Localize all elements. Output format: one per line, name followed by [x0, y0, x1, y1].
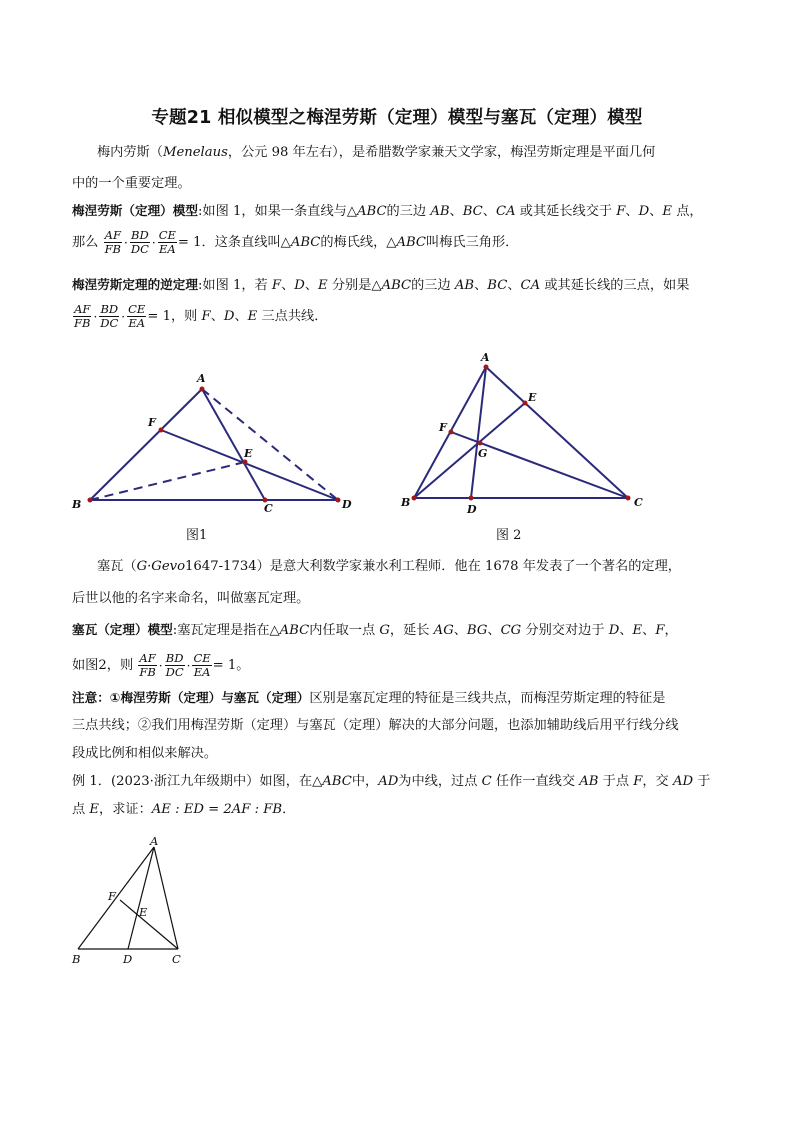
fraction-af-fb: $\frac{AF}{FB}$	[104, 228, 122, 256]
fraction-ce-ea: $\frac{CE}{EA}$	[128, 302, 146, 330]
fraction-bd-dc: $\frac{BD}{DC}$	[165, 651, 184, 679]
example-1-line-2: 点 E，求证：AE : ED = 2AF : FB．	[72, 802, 296, 817]
fig2-label-c: C	[634, 496, 643, 509]
menelaus-line-1: 梅涅劳斯（定理）模型:如图 1，如果一条直线与△ABC的三边 AB、BC、CA 或其延长线交于 F、D、E 点，	[72, 203, 703, 219]
intro-line-2: 中的一个重要定理。	[72, 176, 191, 191]
ceva-intro-line-2: 后世以他的名字来命名，叫做塞瓦定理。	[72, 591, 310, 606]
ceva-line-2: 如图2，则 $\frac{AF}{FB}$ · $\frac{BD}{DC}$ · $\frac{CE}{EA}$ = 1。	[72, 651, 250, 679]
fig2-label-b: B	[401, 496, 411, 509]
page-title: 专题21 相似模型之梅涅劳斯（定理）模型与塞瓦（定理）模型	[151, 108, 643, 128]
proof-formula: AE : ED = 2AF : FB	[151, 802, 283, 817]
fig2-label-d: D	[467, 503, 477, 516]
inverse-line-2: $\frac{AF}{FB}$ · $\frac{BD}{DC}$ · $\frac{CE}{EA}$ = 1，则 F、D、E 三点共线．	[74, 302, 328, 330]
fig1-label-b: B	[72, 498, 82, 511]
fig3-label-e: E	[139, 905, 148, 919]
fraction-af-fb: $\frac{AF}{FB}$	[74, 302, 91, 330]
fig3-label-b: B	[72, 952, 81, 966]
figure-2-ceva	[395, 345, 655, 520]
inverse-label: 梅涅劳斯定理的逆定理	[72, 277, 198, 292]
note-line-3: 段成比例和相似来解决。	[72, 746, 218, 761]
ceva-label: 塞瓦（定理）模型	[72, 622, 173, 637]
fraction-bd-dc: $\frac{BD}{DC}$	[130, 228, 149, 256]
fig3-label-d: D	[123, 952, 133, 966]
figure-1-menelaus	[60, 360, 370, 520]
fraction-ce-ea: $\frac{CE}{EA}$	[193, 651, 211, 679]
fig3-label-f: F	[108, 889, 116, 903]
ceva-line-1: 塞瓦（定理）模型:塞瓦定理是指在△ABC内任取一点 G，延长 AG、BG、CG 分别交对边于 D、E、F，	[72, 622, 678, 638]
figure-1-caption: 图1	[186, 528, 208, 543]
note-label: 注意	[72, 690, 98, 705]
note-line-1: 注意：①梅涅劳斯（定理）与塞瓦（定理）区别是塞瓦定理的特征是三线共点，而梅涅劳斯定理的特征是	[72, 690, 666, 706]
fig2-label-f: F	[439, 421, 447, 434]
fraction-bd-dc: $\frac{BD}{DC}$	[100, 302, 119, 330]
fig1-label-f: F	[148, 416, 156, 429]
fig1-label-e: E	[244, 447, 253, 460]
ceva-intro-line-1: 塞瓦（G·Gevo1647-1734）是意大利数学家兼水利工程师．他在 1678 年发表了一个著名的定理，	[97, 559, 681, 574]
fig2-label-g: G	[478, 447, 488, 460]
figure-example-1	[68, 835, 198, 970]
intro-line-1: 梅内劳斯（Menelaus，公元 98 年左右），是希腊数学家兼天文学家，梅涅劳斯定理是平面几何	[97, 145, 656, 160]
figure-2-caption: 图 2	[496, 528, 522, 543]
fig3-label-c: C	[172, 952, 181, 966]
fig3-label-a: A	[150, 835, 159, 848]
fig1-label-a: A	[197, 372, 206, 385]
menelaus-line-2: 那么 $\frac{AF}{FB}$ · $\frac{BD}{DC}$ · $\frac{CE}{EA}$ = 1．这条直线叫△ABC的梅氏线，△ABC叫梅氏三角形．	[72, 228, 519, 256]
fig1-label-d: D	[342, 498, 352, 511]
fraction-af-fb: $\frac{AF}{FB}$	[139, 651, 156, 679]
fig2-label-e: E	[528, 391, 537, 404]
example-1-line-1: 例 1．(2023·浙江九年级期中）如图，在△ABC中，AD为中线，过点 C 任作一直线交 AB 于点 F，交 AD 于	[72, 774, 711, 789]
note-line-2: 三点共线；②我们用梅涅劳斯（定理）与塞瓦（定理）解决的大部分问题，也添加辅助线后用平行线分线	[72, 718, 679, 733]
fig1-label-c: C	[264, 502, 273, 515]
fraction-ce-ea: $\frac{CE}{EA}$	[158, 228, 176, 256]
inverse-line-1: 梅涅劳斯定理的逆定理:如图 1，若 F、D、E 分别是△ABC的三边 AB、BC、CA 或其延长线的三点，如果	[72, 277, 690, 293]
menelaus-label: 梅涅劳斯（定理）模型	[72, 203, 198, 218]
fig2-label-a: A	[481, 351, 490, 364]
